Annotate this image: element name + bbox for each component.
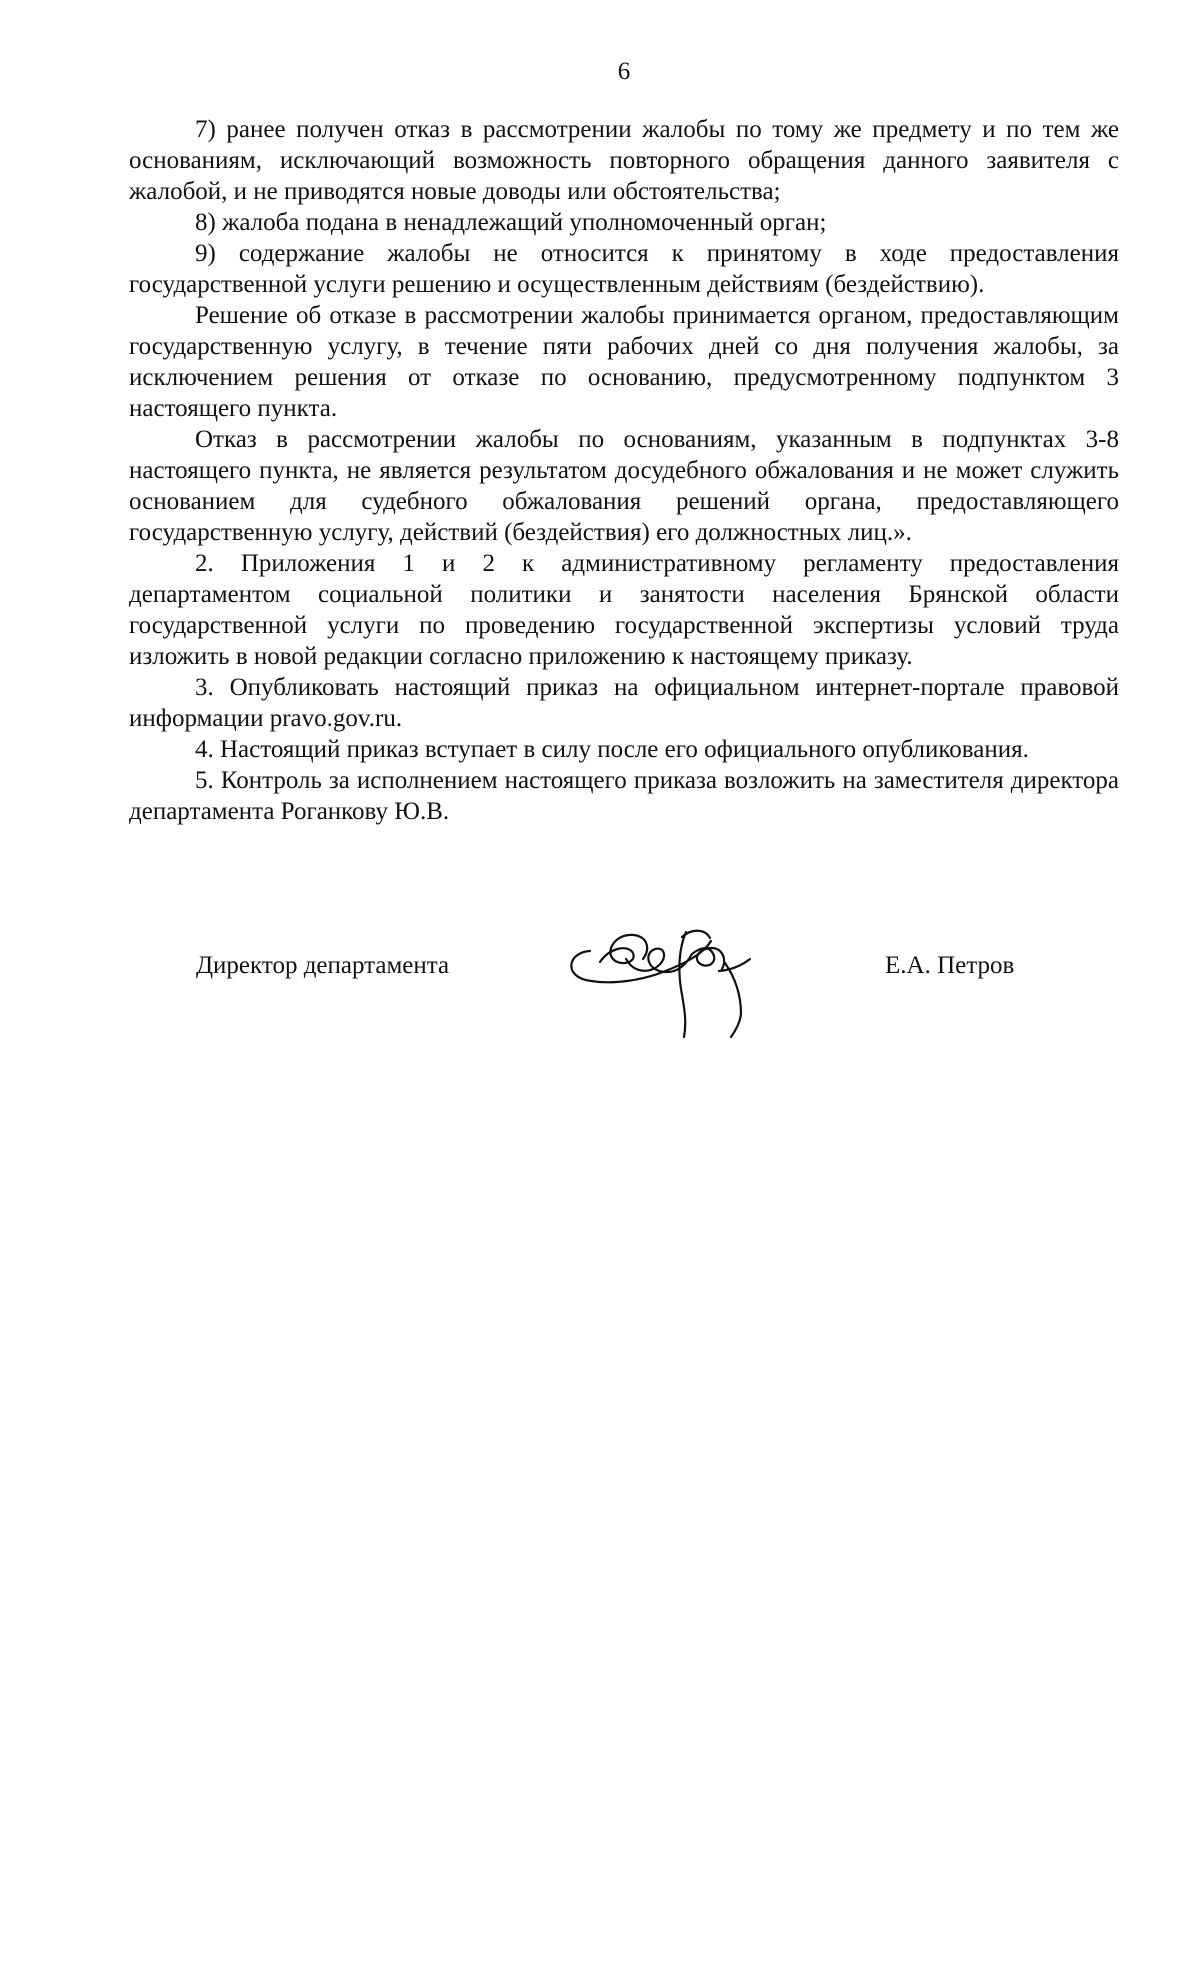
paragraph-order-3: 3. Опубликовать настоящий приказ на официальном интернет-портале правовой информации pravo.gov.ru. [129,674,1119,732]
paragraph-order-5: 5. Контроль за исполнением настоящего приказа возложить на заместителя директора департамента Роганкову Ю.В. [129,767,1119,825]
paragraph-item-8: 8) жалоба подана в ненадлежащий уполномоченный орган; [195,209,827,236]
paragraph-refusal-grounds: Отказ в рассмотрении жалобы по основаниям, указанным в подпунктах 3-8 настоящего пункта, не является результатом досудебного обжалования и не может служить основанием для судебного обжалования решений органа, предоставляющего государственную услугу, действий (бездействия) его должностных лиц.». [129,426,1119,546]
paragraph-decision-refusal: Решение об отказе в рассмотрении жалобы принимается органом, предоставляющим государственную услугу, в течение пяти рабочих дней со дня получения жалобы, за исключением решения от отказе по основанию, предусмотренному подпунктом 3 настоящего пункта. [129,302,1119,422]
page-number: 6 [617,58,631,85]
document-body [129,114,1119,827]
paragraph-item-9: 9) содержание жалобы не относится к принятому в ходе предоставления государственной услуги решению и осуществленным действиям (бездействию). [129,240,1119,298]
signer-name: Е.А. Петров [885,952,1015,979]
signer-position: Директор департамента [196,952,450,979]
paragraph-order-4: 4. Настоящий приказ вступает в силу после его официального опубликования. [195,736,1029,763]
handwritten-signature-icon [560,905,770,1040]
paragraph-item-7: 7) ранее получен отказ в рассмотрении жалобы по тому же предмету и по тем же основаниям, исключающий возможность повторного обращения данного заявителя с жалобой, и не приводятся новые доводы или обстоятельства; [129,116,1119,205]
paragraph-order-2: 2. Приложения 1 и 2 к административному регламенту предоставления департаментом социальной политики и занятости населения Брянской области государственной услуги по проведению государственной экспертизы условий труда изложить в новой редакции согласно приложению к настоящему приказу. [129,550,1119,670]
